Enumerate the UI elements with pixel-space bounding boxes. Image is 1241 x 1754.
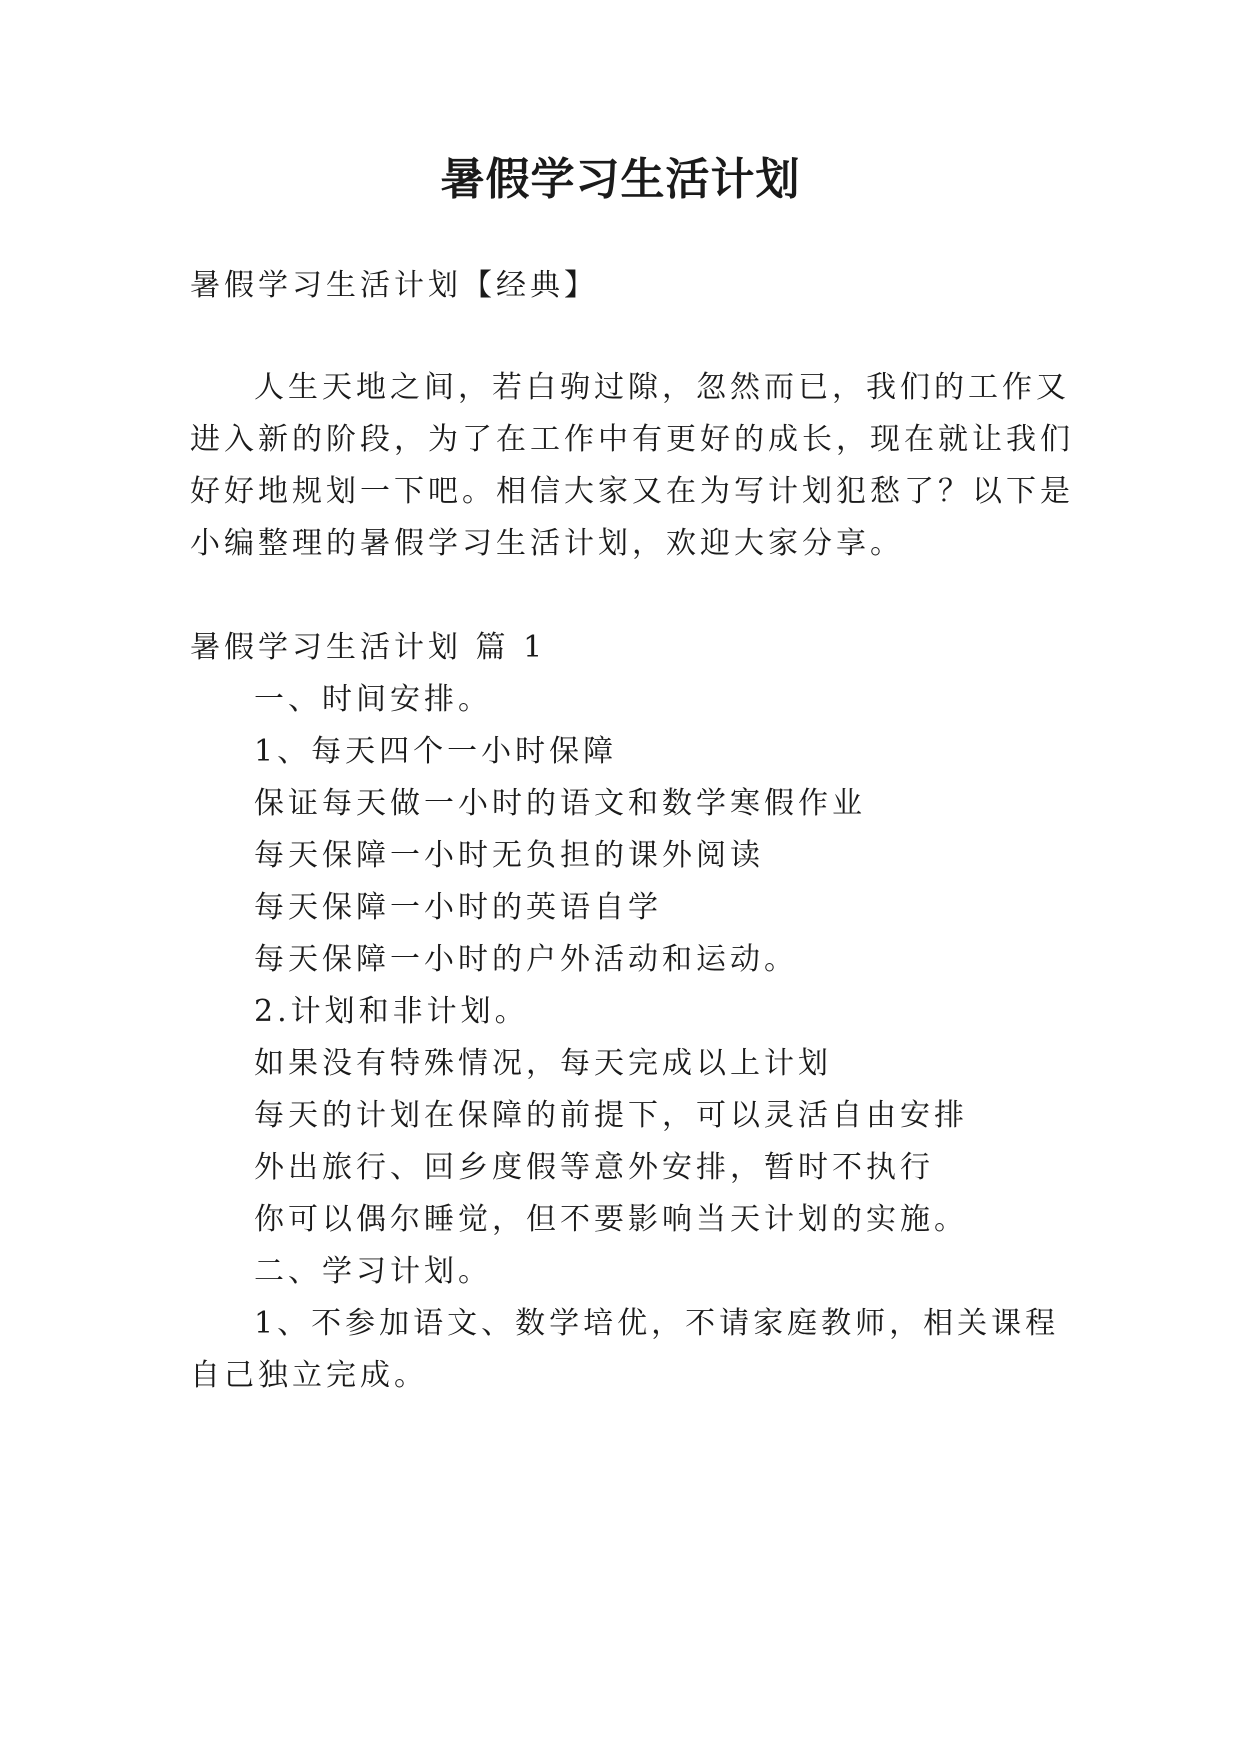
intro-line-2: 进入新的阶段，为了在工作中有更好的成长，现在就让我们 (190, 422, 1074, 457)
body-line-2: 1、每天四个一小时保障 (254, 734, 618, 769)
body-line-1: 一、时间安排。 (254, 682, 492, 717)
document-subtitle: 暑假学习生活计划【经典】 (190, 268, 598, 303)
section-heading: 暑假学习生活计划 篇 1 (190, 630, 547, 665)
body-line-14: 自己独立完成。 (190, 1358, 428, 1393)
document-title: 暑假学习生活计划 (440, 154, 801, 205)
body-line-5: 每天保障一小时的英语自学 (254, 890, 662, 925)
body-line-9: 每天的计划在保障的前提下，可以灵活自由安排 (254, 1098, 968, 1133)
body-line-8: 如果没有特殊情况，每天完成以上计划 (254, 1046, 832, 1081)
body-line-12: 二、学习计划。 (254, 1254, 492, 1289)
intro-line-1: 人生天地之间，若白驹过隙，忽然而已，我们的工作又 (254, 370, 1070, 405)
intro-line-3: 好好地规划一下吧。相信大家又在为写计划犯愁了？以下是 (190, 474, 1074, 509)
body-line-13: 1、不参加语文、数学培优，不请家庭教师，相关课程 (254, 1306, 1060, 1341)
intro-line-4: 小编整理的暑假学习生活计划，欢迎大家分享。 (190, 526, 904, 561)
body-line-10: 外出旅行、回乡度假等意外安排，暂时不执行 (254, 1150, 934, 1185)
body-line-3: 保证每天做一小时的语文和数学寒假作业 (254, 786, 866, 821)
body-line-6: 每天保障一小时的户外活动和运动。 (254, 942, 798, 977)
body-line-7: 2.计划和非计划。 (254, 994, 529, 1029)
body-line-11: 你可以偶尔睡觉，但不要影响当天计划的实施。 (254, 1202, 968, 1237)
body-line-4: 每天保障一小时无负担的课外阅读 (254, 838, 764, 873)
